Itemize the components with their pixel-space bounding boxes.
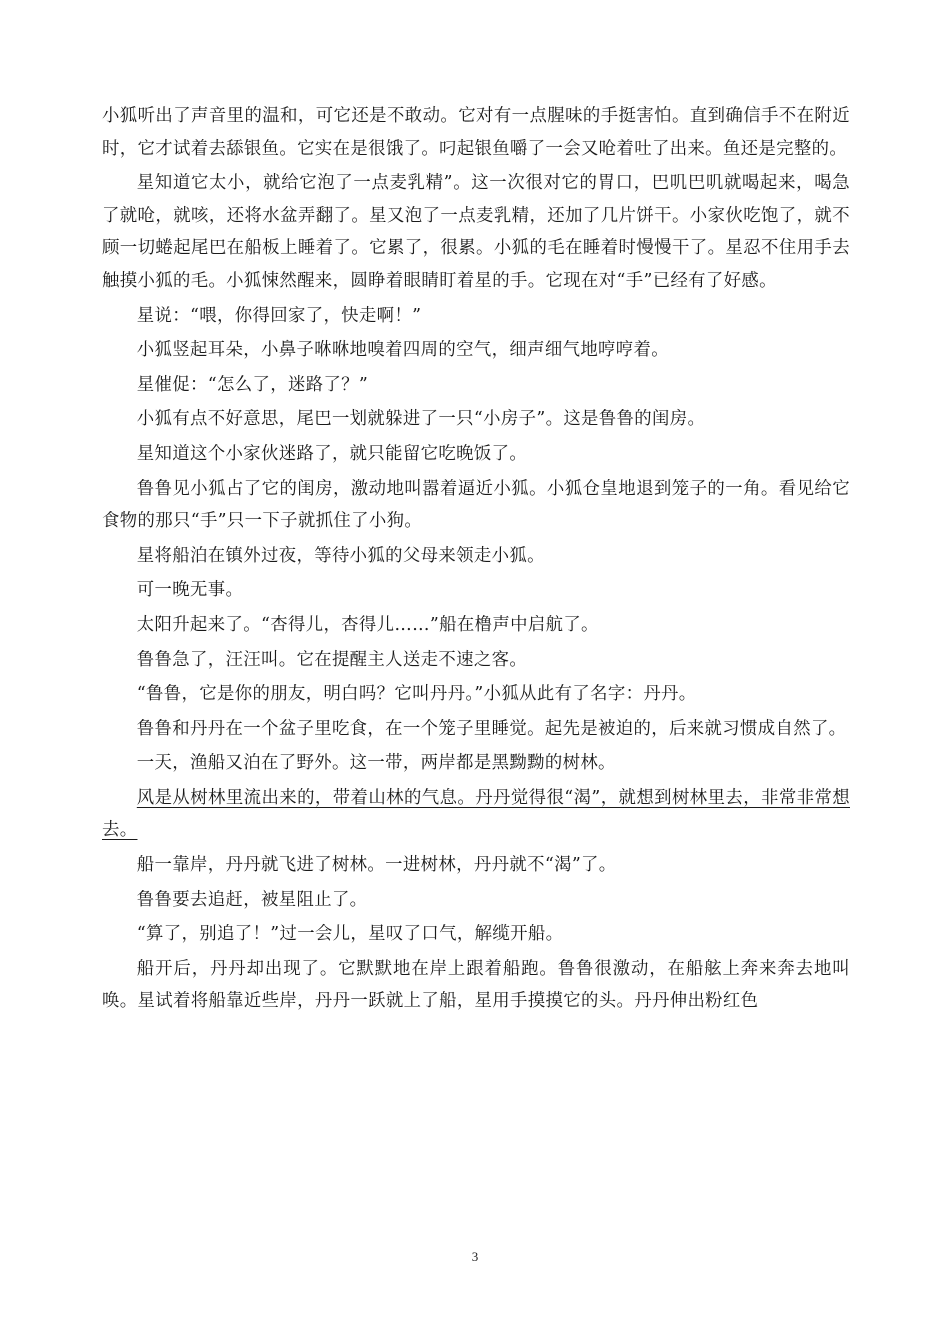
paragraph [102,334,850,367]
paragraph [102,167,850,297]
paragraph-underlined [102,782,850,847]
underlined-text: 风是从树林里流出来的，带着山林的气息。丹丹觉得很“渴”，就想到树林里去，非常非常想去。 [102,787,850,841]
paragraph [102,609,850,642]
paragraph [102,849,850,882]
paragraph-text: 星将船泊在镇外过夜，等待小狐的父母来领走小狐。 [136,545,545,566]
paragraph-text: 一天，渔船又泊在了野外。这一带，两岸都是黑黝黝的树林。 [136,753,616,774]
paragraph-text: “鲁鲁，它是你的朋友，明白吗？它叫丹丹。”小狐从此有了名字：丹丹。 [136,684,697,705]
paragraph-text: 星知道它太小，就给它泡了一点麦乳精”。这一次很对它的胃口，巴叽巴叽就喝起来，喝急了就呛，就咳，还将水盆弄翻了。星又泡了一点麦乳精，还加了几片饼干。小家伙吃饱了，就不顾一切蜷起尾巴在船板上睡着了。它累了，很累。小狐的毛在睡着时慢慢干了。星忍不住用手去触摸小狐的毛。小狐悚然醒来，圆睁着眼睛盯着星的手。它现在对“手”已经有了好感。 [102,173,850,291]
paragraph [102,100,850,165]
paragraph-text: 小狐竖起耳朵，小鼻子咻咻地嗅着四周的空气，细声细气地哼哼着。 [136,340,670,361]
page-number: 3 [471,1249,479,1264]
paragraph-text: 鲁鲁见小狐占了它的闺房，激动地叫嚣着逼近小狐。小狐仓皇地退到笼子的一角。看见给它食物的那只“手”只一下子就抓住了小狗。 [102,478,850,532]
paragraph-text: 太阳升起来了。“杏得儿，杏得儿……”船在橹声中启航了。 [136,614,599,635]
paragraph [102,574,850,607]
paragraph [102,644,850,677]
paragraph-text: 鲁鲁急了，汪汪叫。它在提醒主人送走不速之客。 [136,649,528,670]
paragraph-text: 小狐听出了声音里的温和，可它还是不敢动。它对有一点腥味的手挺害怕。直到确信手不在附近时，它才试着去舔银鱼。它实在是很饿了。叼起银鱼嚼了一会又呛着吐了出来。鱼还是完整的。 [102,106,850,159]
paragraph [102,747,850,780]
paragraph-text: 星说：“喂，你得回家了，快走啊！” [136,305,422,326]
paragraph [102,884,850,917]
paragraph [102,369,850,402]
paragraph [102,540,850,573]
paragraph-text: 可一晚无事。 [136,580,244,601]
paragraph-text: 船一靠岸，丹丹就飞进了树林。一进树林，丹丹就不“渴”了。 [136,855,617,876]
paragraph-text: 小狐有点不好意思，尾巴一划就躲进了一只“小房子”。这是鲁鲁的闺房。 [136,409,706,430]
paragraph-text: 星知道这个小家伙迷路了，就只能留它吃晚饭了。 [136,443,528,464]
paragraph-text: 星催促：“怎么了，迷路了？” [136,374,369,395]
document-body [102,100,850,1020]
paragraph [102,953,850,1018]
paragraph [102,438,850,471]
paragraph [102,713,850,746]
paragraph-text: 鲁鲁要去追赶，被星阻止了。 [136,889,368,910]
paragraph [102,300,850,333]
paragraph [102,473,850,538]
paragraph [102,403,850,436]
paragraph-text: 船开后，丹丹却出现了。它默默地在岸上跟着船跑。鲁鲁很激动，在船舷上奔来奔去地叫唤。星试着将船靠近些岸，丹丹一跃就上了船，星用手摸摸它的头。丹丹伸出粉红色 [102,958,850,1012]
paragraph-text: “算了，别追了！”过一会儿，星叹了口气，解缆开船。 [136,924,564,945]
paragraph [102,918,850,951]
paragraph-text: 鲁鲁和丹丹在一个盆子里吃食，在一个笼子里睡觉。起先是被迫的，后来就习惯成自然了。 [136,718,847,739]
paragraph [102,678,850,711]
